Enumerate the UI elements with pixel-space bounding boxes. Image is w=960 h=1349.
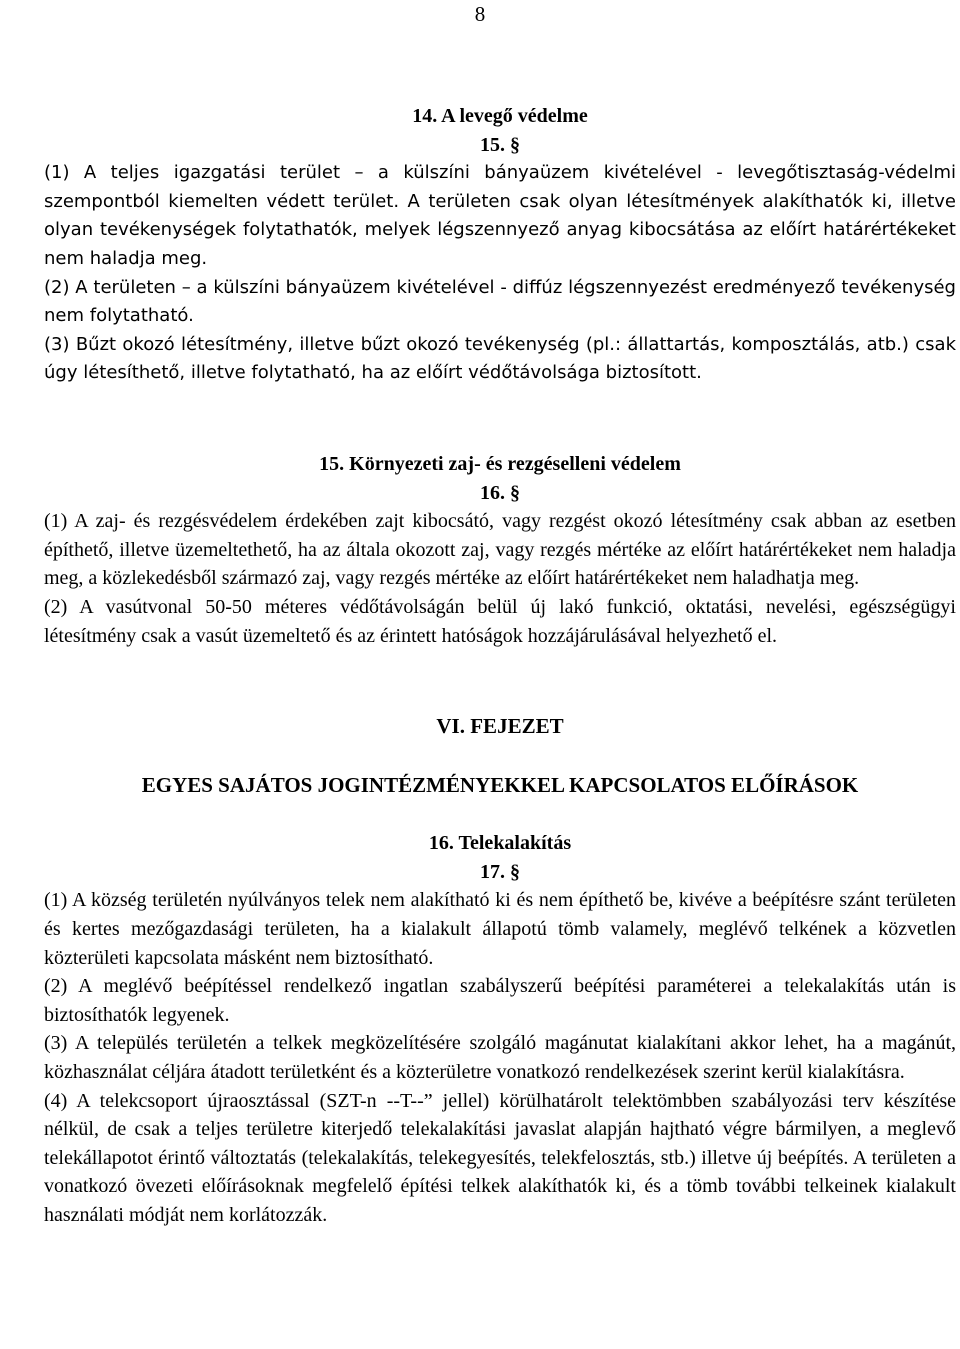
section-15-p2: (2) A vasútvonal 50-50 méteres védőtávolságán belül új lakó funkció, oktatási, nevelési, egészségügyi létesítmény csak a vasút üzemeltető és az érintett hatóságok hozzájárulásával helyezhető el.	[44, 595, 956, 647]
section-16-p1: (1) A község területén nyúlványos telek nem alakítható ki és nem építhető be, kivéve a beépítésre szánt területen és kertes mezőgazdasági területen, ha a kialakult állapotú tömb valamely, meglévő telkének a közvetlen közterületi kapcsolata másként nem biztosítható.	[44, 889, 956, 969]
chapter-number: VI. FEJEZET	[436, 714, 564, 739]
section-16-p3: (3) A település területén a telkek megközelítésére szolgáló magánutat kialakítani akkor lehet, ha a magánút, közhasználat céljára átadott területként és a közterületre vonatkozó rendelkezések szerint kerül kialakításra.	[44, 1032, 956, 1084]
section-15-p1: (1) A zaj- és rezgésvédelem érdekében zajt kibocsátó, vagy rezgést okozó létesítmény csak abban az esetben építhető, illetve üzemeltethető, ha az általa okozott zaj, vagy rezgés mértéke az előírt határértékeket nem haladja meg, a közlekedésből származó zaj, vagy rezgés mértéke az előírt határértékeket nem haladhatja meg.	[44, 510, 956, 590]
section-14-p2: (2) A területen – a külszíni bányaüzem kivételével - diffúz légszennyezést eredményező tevékenység nem folytatható.	[44, 276, 956, 327]
section-15-title: 15. Környezeti zaj- és rezgéselleni védelem	[319, 452, 681, 475]
section-14-paragraph-mark: 15. §	[480, 133, 520, 156]
section-16-p4: (4) A telekcsoport újraosztással (SZT-n --T--” jellel) körülhatárolt telektömbben szabályozási terv készítése nélkül, de csak a teljes területre kiterjedő telekalakítási javaslat alapján hajtható végre bármilyen, a meglevő telekállapotot érintő változtatás (telekalakítás, telekegyesítés, telekfelosztás, stb.) illetve új beépítés. A területen a vonatkozó övezeti előírásoknak megfelelő építési telkek alakíthatók ki, és a tömb további telkeinek kialakult használati módját nem korlátozzák.	[44, 1089, 956, 1226]
document-body	[44, 102, 956, 1230]
section-16-paragraph-mark: 17. §	[480, 860, 520, 883]
section-16-p2: (2) A meglévő beépítéssel rendelkező ingatlan szabályszerű beépítési paraméterei a telekalakítás után is biztosíthatók legyenek.	[44, 975, 956, 1026]
section-15-paragraph-mark: 16. §	[480, 481, 520, 504]
section-14-p1: (1) A teljes igazgatási terület – a külszíni bányaüzem kivételével - levegőtisztaság-védelmi szempontból kiemelten védett terület. A területen csak olyan létesítmények alakíthatók ki, illetve olyan tevékenységek folytathatók, melyek légszennyező anyag kibocsátása az előírt határértékeket nem haladja meg.	[44, 162, 956, 269]
page-number: 8	[474, 2, 486, 26]
chapter-title: EGYES SAJÁTOS JOGINTÉZMÉNYEKKEL KAPCSOLATOS ELŐÍRÁSOK	[141, 772, 859, 797]
section-14-title: 14. A levegő védelme	[412, 105, 588, 127]
section-16-title: 16. Telekalakítás	[428, 832, 572, 855]
section-14-p3: (3) Bűzt okozó létesítmény, illetve bűzt okozó tevékenység (pl.: állattartás, komposztálás, atb.) csak úgy létesíthető, illetve folytatható, ha az előírt védőtávolsága biztosított.	[44, 333, 956, 384]
